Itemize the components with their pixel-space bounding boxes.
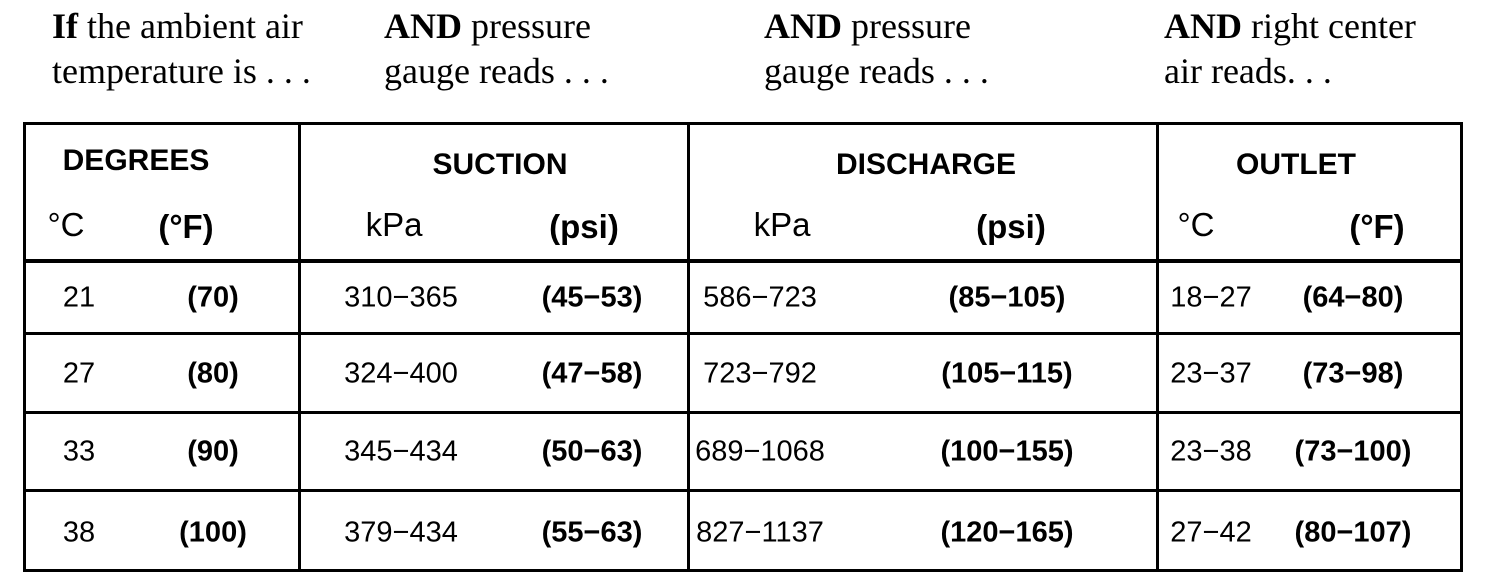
table-cell: (80−107) [1294, 516, 1412, 549]
table-cell: (47−58) [541, 357, 643, 390]
column-group-outlet: OUTLET [1236, 148, 1356, 181]
table-cell: 827−1137 [696, 516, 824, 549]
column-divider [687, 125, 690, 569]
table-cell: 723−792 [703, 357, 817, 390]
intro-line2: air reads. . . [1164, 51, 1332, 91]
header-divider [26, 259, 1460, 263]
column-divider [298, 125, 301, 569]
row-divider [26, 489, 1460, 492]
table-cell: 689−1068 [695, 435, 825, 468]
intro-line1: the ambient air [78, 6, 303, 46]
table-cell: 27−42 [1170, 516, 1252, 549]
intro-line2: temperature is . . . [52, 51, 311, 91]
table-cell: (45−53) [541, 281, 643, 314]
table-cell: (50−63) [541, 435, 643, 468]
intro-line2: gauge reads . . . [384, 51, 609, 91]
intro-lead: AND [764, 6, 842, 46]
unit-imperial-degrees: (°F) [158, 208, 214, 245]
column-group-discharge: DISCHARGE [835, 148, 1017, 181]
table-cell: 324−400 [344, 357, 458, 390]
unit-metric-outlet: °C [1177, 206, 1215, 243]
row-divider [26, 411, 1460, 414]
table-cell: 379−434 [344, 516, 458, 549]
intro-discharge-gauge [764, 4, 989, 94]
table-cell: 33 [62, 435, 96, 468]
column-group-degrees: DEGREES [62, 144, 210, 177]
intro-ambient-temperature [52, 4, 311, 94]
table-cell: (73−100) [1294, 435, 1412, 468]
intro-line1: right center [1242, 6, 1416, 46]
intro-line2: gauge reads . . . [764, 51, 989, 91]
intro-lead: AND [384, 6, 462, 46]
intro-suction-gauge [384, 4, 609, 94]
intro-lead: If [52, 6, 78, 46]
table-cell: (85−105) [948, 281, 1066, 314]
table-cell: 345−434 [344, 435, 458, 468]
intro-line1: pressure [842, 6, 971, 46]
table-cell: 23−38 [1170, 435, 1252, 468]
unit-metric-discharge: kPa [753, 206, 811, 243]
unit-imperial-suction: (psi) [549, 208, 619, 245]
table-cell: 21 [62, 281, 96, 314]
intro-line1: pressure [462, 6, 591, 46]
column-group-suction: SUCTION [432, 148, 568, 181]
table-cell: 23−37 [1170, 357, 1252, 390]
table-cell: (100) [179, 516, 247, 549]
table-cell: (55−63) [541, 516, 643, 549]
table-cell: (64−80) [1302, 281, 1404, 314]
unit-metric-suction: kPa [365, 206, 423, 243]
unit-imperial-outlet: (°F) [1349, 208, 1405, 245]
row-divider [26, 332, 1460, 335]
column-divider [1156, 125, 1159, 569]
pressure-temperature-table [23, 122, 1463, 572]
table-cell: (105−115) [941, 357, 1073, 390]
table-cell: (90) [187, 435, 239, 468]
table-cell: (70) [187, 281, 239, 314]
table-cell: 18−27 [1170, 281, 1252, 314]
table-cell: 27 [62, 357, 96, 390]
unit-imperial-discharge: (psi) [976, 208, 1046, 245]
table-cell: 310−365 [344, 281, 458, 314]
table-cell: (80) [187, 357, 239, 390]
table-cell: (120−165) [940, 516, 1074, 549]
intro-outlet-air [1164, 4, 1416, 94]
intro-lead: AND [1164, 6, 1242, 46]
table-cell: 38 [62, 516, 96, 549]
table-cell: 586−723 [703, 281, 817, 314]
table-cell: (73−98) [1302, 357, 1404, 390]
unit-metric-degrees: °C [47, 206, 85, 243]
table-cell: (100−155) [940, 435, 1074, 468]
